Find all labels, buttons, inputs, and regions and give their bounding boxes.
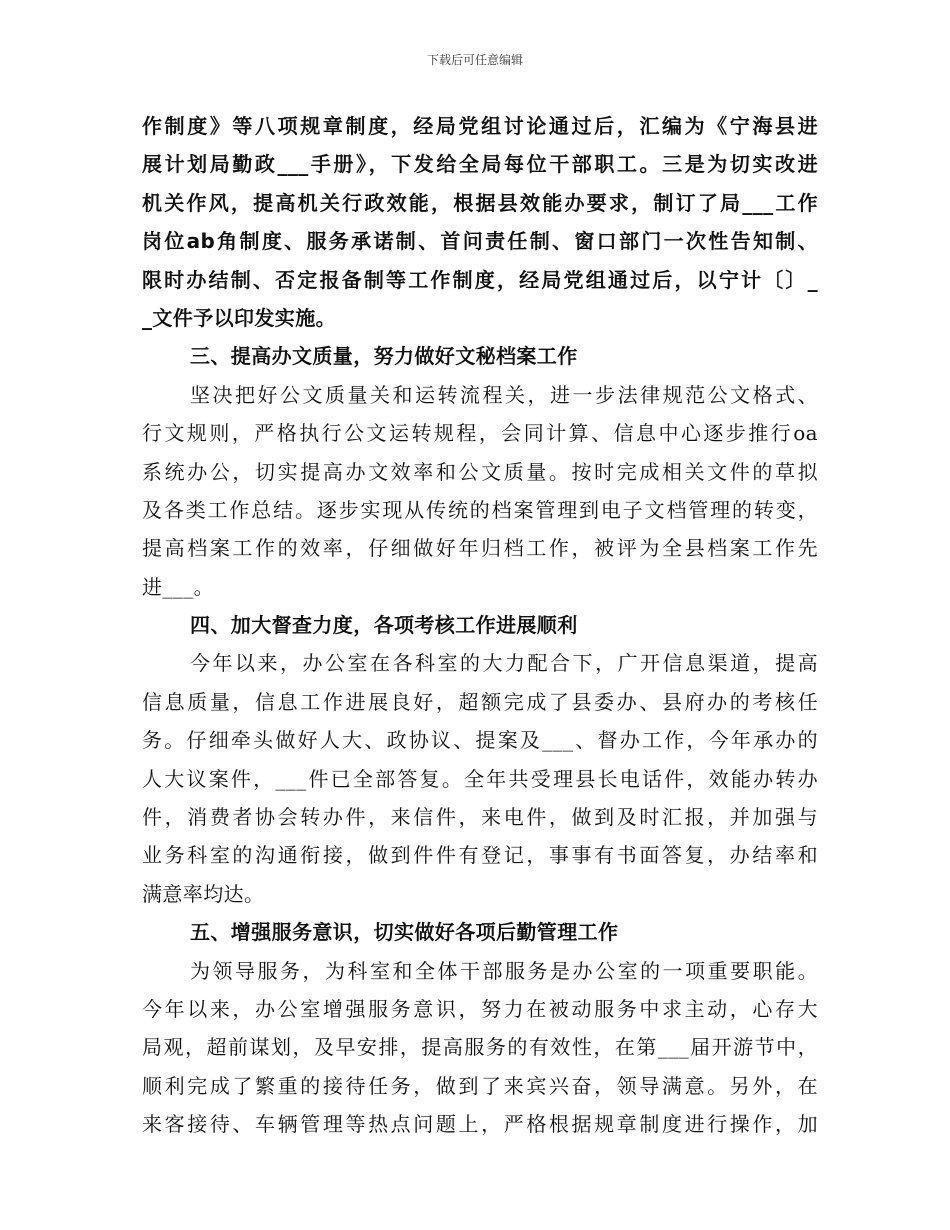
paragraph-line: 务。仔细牵头做好人大、政协议、提案及___、督办工作，今年承办的 <box>142 728 818 753</box>
paragraph-line: 件，消费者协会转办件，来信件，来电件，做到及时汇报，并加强与 <box>142 805 818 830</box>
paragraph-line: 信息质量，信息工作进展良好，超额完成了县委办、县府办的考核任 <box>142 689 818 714</box>
paragraph-line: 人大议案件，___件已全部答复。全年共受理县长电话件，效能办转办 <box>142 766 818 791</box>
paragraph-line: _文件予以印发实施。 <box>142 305 336 330</box>
paragraph-line: 今年以来，办公室在各科室的大力配合下，广开信息渠道，提高 <box>190 651 818 676</box>
paragraph-line: 来客接待、车辆管理等热点问题上，严格根据规章制度进行操作，加 <box>142 1112 818 1137</box>
paragraph-line: 提高档案工作的效率，仔细做好年归档工作，被评为全县档案工作先 <box>142 536 818 561</box>
paragraph-line: 系统办公，切实提高办文效率和公文质量。按时完成相关文件的草拟 <box>142 459 818 484</box>
paragraph-line: 及各类工作总结。逐步实现从传统的档案管理到电子文档管理的转变， <box>142 497 818 522</box>
paragraph-line: 局观，超前谋划，及早安排，提高服务的有效性，在第___届开游节中， <box>142 1035 818 1060</box>
section-heading: 五、增强服务意识，切实做好各项后勤管理工作 <box>190 920 619 945</box>
paragraph-line: 机关作风，提高机关行政效能，根据县效能办要求，制订了局___工作 <box>142 190 818 215</box>
paragraph-line: 限时办结制、否定报备制等工作制度，经局党组通过后，以宁计〔〕_ <box>142 267 818 292</box>
paragraph-line: 今年以来，办公室增强服务意识，努力在被动服务中求主动，心存大 <box>142 996 818 1021</box>
page-header: 下载后可任意编辑 <box>426 53 523 67</box>
paragraph-line: 行文规则，严格执行公文运转规程，会同计算、信息中心逐步推行oa <box>142 421 818 446</box>
paragraph-line: 顺利完成了繁重的接待任务，做到了来宾兴奋，领导满意。另外，在 <box>142 1073 818 1098</box>
document-body <box>142 107 818 1144</box>
paragraph-line: 满意率均达。 <box>142 881 265 906</box>
section-heading: 三、提高办文质量，努力做好文秘档案工作 <box>190 344 578 369</box>
section-heading: 四、加大督查力度，各项考核工作进展顺利 <box>190 613 578 638</box>
paragraph-line: 岗位ab角制度、服务承诺制、首问责任制、窗口部门一次性告知制、 <box>142 229 818 254</box>
paragraph-line: 进___。 <box>142 574 214 599</box>
paragraph-line: 业务科室的沟通衔接，做到件件有登记，事事有书面答复，办结率和 <box>142 843 818 868</box>
paragraph-line: 为领导服务，为科室和全体干部服务是办公室的一项重要职能。 <box>190 958 818 983</box>
paragraph-line: 展计划局勤政___手册》，下发给全局每位干部职工。三是为切实改进 <box>142 152 818 177</box>
paragraph-line: 坚决把好公文质量关和运转流程关，进一步法律规范公文格式、 <box>190 382 818 407</box>
paragraph-line: 作制度》等八项规章制度，经局党组讨论通过后，汇编为《宁海县进 <box>142 114 818 138</box>
